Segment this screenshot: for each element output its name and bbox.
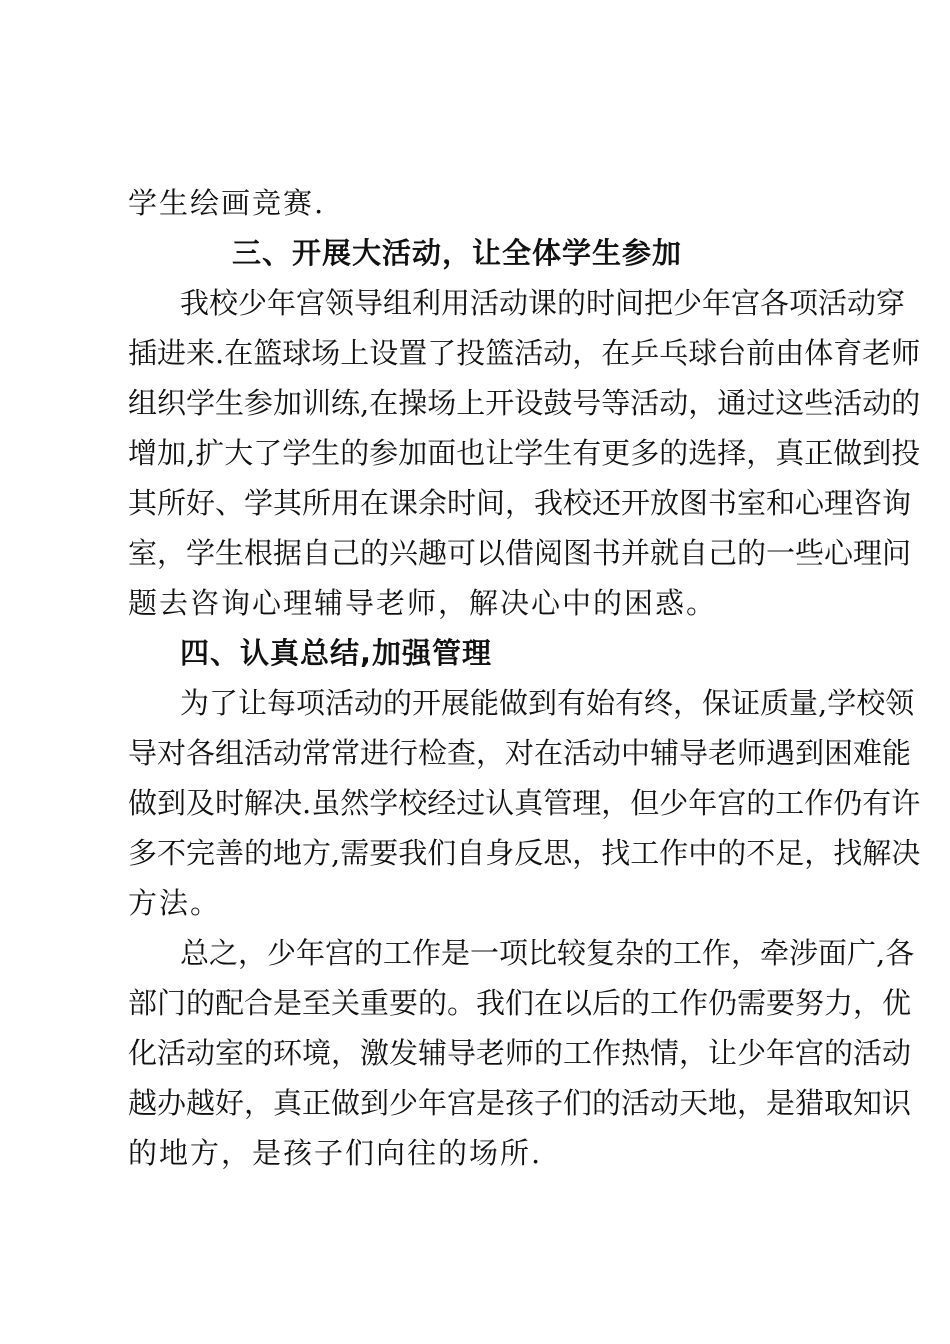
paragraph-line: 多不完善的地方,需要我们自身反思，找工作中的不足，找解决 [128,836,921,870]
section-heading-4: 四、认真总结,加强管理 [180,636,493,670]
paragraph-line: 总之，少年宫的工作是一项比较复杂的工作，牵涉面广,各 [180,936,915,970]
paragraph-line: 室，学生根据自己的兴趣可以借阅图书并就自己的一些心理问 [128,536,912,570]
paragraph-line: 越办越好，真正做到少年宫是孩子们的活动天地，是猎取知识 [128,1086,912,1120]
paragraph-line: 化活动室的环境，激发辅导老师的工作热情，让少年宫的活动 [128,1036,912,1070]
paragraph-line: 插进来.在篮球场上设置了投篮活动，在乒乓球台前由体育老师 [128,336,921,370]
paragraph-line: 的地方，是孩子们向往的场所. [128,1136,543,1170]
paragraph-line: 我校少年宫领导组利用活动课的时间把少年宫各项活动穿 [180,286,906,320]
paragraph-line: 题去咨询心理辅导老师，解决心中的困惑。 [128,586,718,620]
paragraph-line: 其所好、学其所用在课余时间，我校还开放图书室和心理咨询 [128,486,912,520]
paragraph-line: 方法。 [128,886,222,920]
paragraph-line: 做到及时解决.虽然学校经过认真管理，但少年宫的工作仍有许 [128,786,921,820]
paragraph-line: 增加,扩大了学生的参加面也让学生有更多的选择，真正做到投 [128,436,921,470]
paragraph-line: 为了让每项活动的开展能做到有始有终，保证质量,学校领 [180,686,915,720]
section-heading-3: 三、开展大活动，让全体学生参加 [232,236,683,270]
paragraph-line: 学生绘画竞赛. [128,186,326,220]
paragraph-line: 导对各组活动常常进行检查，对在活动中辅导老师遇到困难能 [128,736,912,770]
paragraph-line: 组织学生参加训练,在操场上开设鼓号等活动，通过这些活动的 [128,386,921,420]
paragraph-line: 部门的配合是至关重要的。我们在以后的工作仍需要努力，优 [128,986,912,1020]
